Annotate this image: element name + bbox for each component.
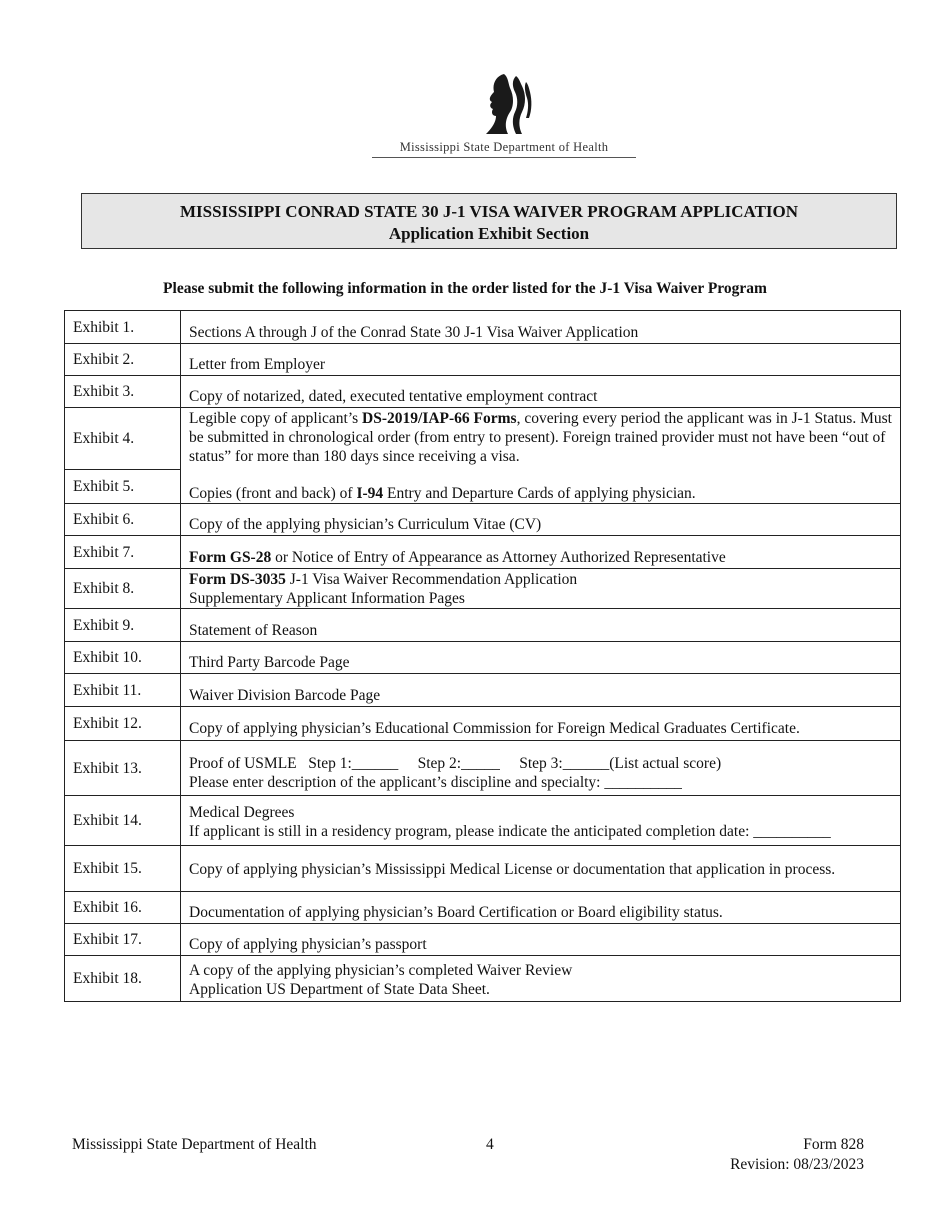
- exhibit-label: Exhibit 4.: [65, 408, 181, 470]
- table-row: [65, 311, 901, 344]
- exhibit-bold-text: Form DS-3035: [189, 570, 286, 588]
- exhibit-label: Exhibit 9.: [65, 609, 181, 642]
- title-box: [81, 193, 897, 249]
- form-number: Form 828: [803, 1136, 864, 1153]
- table-row: [65, 796, 901, 846]
- exhibit-text: , covering every period the applicant was in J-1 Status. Must be submitted in chronological order (from entry to present). Foreign trained provider must not have been “out of status” for more than 180 days since receiving a visa.: [189, 410, 892, 465]
- table-row: [65, 924, 901, 956]
- exhibit-description: Third Party Barcode Page: [181, 642, 901, 674]
- exhibit-description: Statement of Reason: [181, 609, 901, 642]
- table-row: [65, 707, 901, 741]
- exhibit-description: Documentation of applying physician’s Board Certification or Board eligibility status.: [181, 892, 901, 924]
- table-row: [65, 569, 901, 609]
- exhibit-bold-text: Form GS-28: [189, 548, 272, 566]
- footer-org-name: Mississippi State Department of Health: [72, 1136, 317, 1153]
- exhibit-label: Exhibit 6.: [65, 504, 181, 536]
- exhibit-label: Exhibit 11.: [65, 674, 181, 707]
- exhibit-bold-text: DS-2019/IAP-66 Forms: [362, 410, 517, 427]
- exhibit-label: Exhibit 14.: [65, 796, 181, 846]
- table-row: [65, 956, 901, 1002]
- exhibit-description: Copy of notarized, dated, executed tentative employment contract: [181, 376, 901, 408]
- revision-date: Revision: 08/23/2023: [730, 1156, 864, 1173]
- exhibit-bold-text: I-94: [356, 485, 384, 502]
- exhibit-label: Exhibit 15.: [65, 846, 181, 892]
- table-row: [65, 892, 901, 924]
- table-row: [65, 846, 901, 892]
- table-row: [65, 408, 901, 470]
- usmle-scores-line: Proof of USMLE Step 1:______ Step 2:_____ Step 3:______(List actual score): [189, 755, 722, 772]
- exhibit-description: [181, 796, 901, 846]
- exhibit-description: [181, 956, 901, 1002]
- exhibit-text: or Notice of Entry of Appearance as Attorney Authorized Representative: [271, 548, 726, 566]
- exhibit-description: Letter from Employer: [181, 344, 901, 376]
- exhibit-label: Exhibit 2.: [65, 344, 181, 376]
- exhibit-text-line2: Application US Department of State Data Sheet.: [189, 980, 490, 998]
- exhibit-label: Exhibit 7.: [65, 536, 181, 569]
- exhibit-label: Exhibit 5.: [65, 469, 181, 503]
- exhibit-description: Copy of applying physician’s passport: [181, 924, 901, 956]
- table-row: [65, 609, 901, 642]
- msdh-logo: [370, 72, 638, 162]
- exhibit-label: Exhibit 18.: [65, 956, 181, 1002]
- exhibit-description: [181, 569, 901, 609]
- exhibit-description: Sections A through J of the Conrad State 30 J-1 Visa Waiver Application: [181, 311, 901, 344]
- logo-org-name: Mississippi State Department of Health: [399, 140, 609, 154]
- page-number: 4: [486, 1136, 494, 1153]
- exhibit-text: Medical Degrees: [189, 803, 295, 821]
- exhibit-label: Exhibit 17.: [65, 924, 181, 956]
- exhibit-label: Exhibit 13.: [65, 741, 181, 796]
- table-row: [65, 642, 901, 674]
- exhibit-description: Copy of applying physician’s Mississippi Medical License or documentation that application in process.: [181, 846, 901, 892]
- exhibit-label: Exhibit 10.: [65, 642, 181, 674]
- exhibit-description: [181, 408, 901, 504]
- exhibit-label: Exhibit 1.: [65, 311, 181, 344]
- exhibit-label: Exhibit 8.: [65, 569, 181, 609]
- profile-silhouettes-icon: [474, 72, 534, 138]
- exhibit-description: Waiver Division Barcode Page: [181, 674, 901, 707]
- instruction-text: Please submit the following information in the order listed for the J-1 Visa Waiver Program: [163, 280, 767, 297]
- exhibit-label: Exhibit 3.: [65, 376, 181, 408]
- exhibit-text-line2: Supplementary Applicant Information Pages: [189, 589, 465, 607]
- exhibits-table: [64, 310, 901, 1002]
- exhibit-description: [181, 741, 901, 796]
- form-subtitle: Application Exhibit Section: [388, 224, 590, 243]
- exhibit-text: J-1 Visa Waiver Recommendation Application: [285, 570, 578, 588]
- exhibit-text: Legible copy of applicant’s: [189, 410, 363, 427]
- exhibit-description: Copy of the applying physician’s Curriculum Vitae (CV): [181, 504, 901, 536]
- form-info: [700, 1135, 864, 1175]
- exhibit-text: A copy of the applying physician’s completed Waiver Review: [189, 961, 573, 979]
- exhibit-description: [181, 536, 901, 569]
- table-row: [65, 741, 901, 796]
- table-row: [65, 536, 901, 569]
- specialty-line: Please enter description of the applicant’s discipline and specialty: __________: [189, 774, 682, 791]
- exhibit-label: Exhibit 12.: [65, 707, 181, 741]
- completion-date-line: If applicant is still in a residency program, please indicate the anticipated completion date: __________: [189, 822, 831, 840]
- table-row: [65, 674, 901, 707]
- form-title: MISSISSIPPI CONRAD STATE 30 J-1 VISA WAIVER PROGRAM APPLICATION: [179, 202, 799, 221]
- table-row: [65, 504, 901, 536]
- exhibit-text: Entry and Departure Cards of applying physician.: [383, 485, 696, 502]
- table-row: [65, 376, 901, 408]
- exhibit-label: Exhibit 16.: [65, 892, 181, 924]
- logo-divider: [372, 157, 636, 158]
- exhibit-text: Copies (front and back) of: [189, 485, 357, 502]
- table-row: [65, 344, 901, 376]
- exhibit-description: Copy of applying physician’s Educational Commission for Foreign Medical Graduates Certificate.: [181, 707, 901, 741]
